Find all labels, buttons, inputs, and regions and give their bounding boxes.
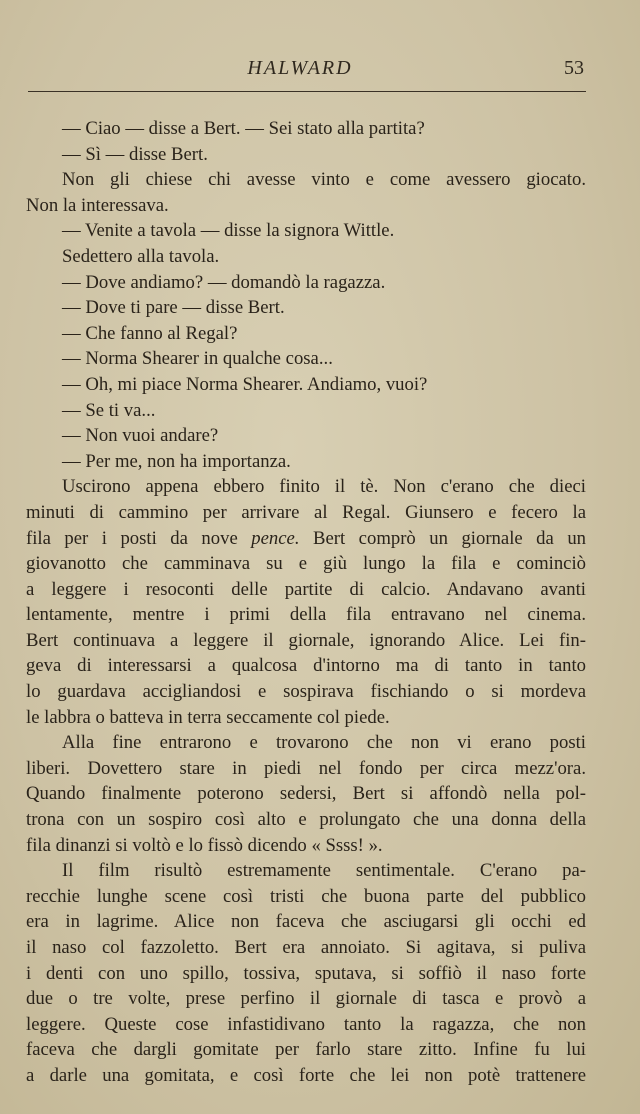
text-line: — Ciao — disse a Bert. — Sei stato alla partita? [62,118,425,139]
text-line: a leggere i resoconti delle partite di calcio. Andavano avanti [26,578,586,600]
text-line: trona con un sospiro così alto e prolungato che una donna della [26,809,586,831]
text-line: Non la interessava. [26,194,169,216]
text-line: Sedettero alla tavola. [62,245,220,267]
page-number: 53 [564,57,584,79]
text-line: era in lagrime. Alice non faceva che asciugarsi gli occhi ed [26,911,586,933]
text-line: — Dove andiamo? — domandò la ragazza. [62,271,386,293]
text-line: giovanotto che camminava su e giù lungo la fila e cominciò [26,553,586,575]
page-header [0,57,640,89]
text-line: Non gli chiese chi avesse vinto e come avessero giocato. [62,169,586,191]
text-line: le labbra o batteva in terra seccamente col piede. [26,706,390,728]
text-line: leggere. Queste cose infastidivano tanto la ragazza, che non [26,1013,586,1035]
text-line: fila dinanzi si voltò e lo fissò dicendo « Ssss! ». [26,834,383,856]
text-line: Quando finalmente poterono sedersi, Bert si affondò nella pol- [26,783,586,805]
text-line: — Oh, mi piace Norma Shearer. Andiamo, vuoi? [62,373,428,395]
body-text [26,116,586,1089]
text-line: Bert continuava a leggere il giornale, ignorando Alice. Lei fin- [26,629,586,651]
text-line: due o tre volte, prese perfino il giornale di tasca e provò a [26,988,586,1010]
header-rule [28,91,586,92]
text-line: Il film risultò estremamente sentimentale. C'erano pa- [62,860,586,882]
text-line: geva di interessarsi a qualcosa d'intorno ma di tanto in tanto [26,655,586,677]
text-line: — Dove ti pare — disse Bert. [62,297,285,319]
text-line: — Per me, non ha importanza. [62,450,291,472]
text-line: lentamente, mentre i primi della fila entravano nel cinema. [26,604,586,626]
text-line: — Che fanno al Regal? [62,322,238,344]
text-line: Alla fine entrarono e trovarono che non vi erano posti [62,732,586,754]
text-line: — Norma Shearer in qualche cosa... [62,348,333,370]
text-line: faceva che dargli gomitate per farlo stare zitto. Infine fu lui [26,1039,586,1061]
text-line: recchie lunghe scene così tristi che buona parte del pubblico [26,885,586,907]
text-line: — Venite a tavola — disse la signora Wittle. [62,220,395,242]
text-line: minuti di cammino per arrivare al Regal. Giunsero e fecero la [26,501,586,523]
running-head: HALWARD [247,57,353,79]
text-segment: fila per i posti da nove [26,527,252,549]
text-line: il naso col fazzoletto. Bert era annoiato. Si agitava, si puliva [26,937,586,958]
text-line: — Se ti va... [62,399,156,421]
text-line: Uscirono appena ebbero finito il tè. Non c'erano che dieci [62,476,586,498]
text-line: — Sì — disse Bert. [62,143,208,165]
italic-word: pence. [251,527,300,549]
text-line: i denti con uno spillo, tossiva, sputava, si soffiò il naso forte [26,962,586,984]
text-line: a darle una gomitata, e così forte che lei non potè trattenere [26,1064,586,1086]
text-line: lo guardava accigliandosi e sospirava fischiando o si mordeva [26,681,586,703]
text-segment: Bert comprò un giornale da un [299,527,586,549]
text-line: — Non vuoi andare? [62,425,219,447]
text-line [26,526,586,552]
text-line: liberi. Dovettero stare in piedi nel fondo per circa mezz'ora. [26,757,586,779]
